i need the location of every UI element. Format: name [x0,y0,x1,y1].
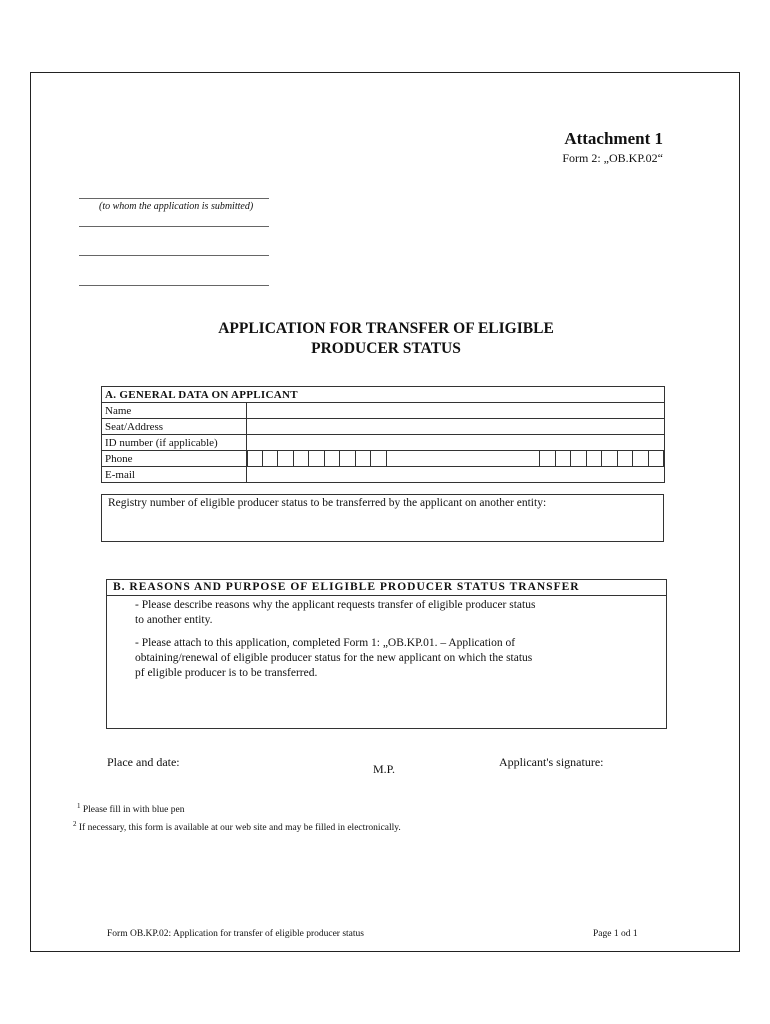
mp-label: M.P. [373,762,396,776]
title-line-1: APPLICATION FOR TRANSFER OF ELIGIBLE [218,320,554,337]
section-a-header: A. GENERAL DATA ON APPLICANT [102,387,665,403]
id-number-label: ID number (if applicable) [102,435,247,451]
section-b-instructions [107,596,666,681]
id-number-field[interactable] [247,435,665,451]
attachment-title: Attachment 1 [564,129,663,148]
address-field[interactable] [247,419,665,435]
applicant-signature-label: Applicant's signature: [499,755,604,769]
section-b-box[interactable] [106,579,667,729]
title-line-2: PRODUCER STATUS [311,340,461,357]
footnote-2: $^2$ If necessary, this form is available at our web site and may be filled in electronically. [73,820,401,834]
phone-label: Phone [102,451,247,467]
footnotes [73,799,401,835]
b-para2-line3: pf eligible producer is to be transferred. [135,667,318,679]
b-para1-line2: to another entity. [135,614,213,626]
registry-number-label: Registry number of eligible producer status to be transferred by the applicant on another entity: [108,497,547,509]
phone-field[interactable] [247,451,665,467]
page-number: Page 1 od 1 [593,929,638,939]
footnote-1: $^1$ Please fill in with blue pen [77,802,185,816]
general-data-table [101,386,665,483]
page-title [31,319,741,359]
recipient-line[interactable] [79,285,269,286]
recipient-line[interactable] [79,226,269,227]
address-label: Seat/Address [102,419,247,435]
section-b-header: B. REASONS AND PURPOSE OF ELIGIBLE PRODUCER STATUS TRANSFER [107,580,666,596]
place-date-label: Place and date: [107,755,180,769]
registry-number-box[interactable] [101,494,664,542]
email-field[interactable] [247,467,665,483]
phone-digit-boxes [247,451,664,466]
recipient-caption: (to whom the application is submitted) [99,201,254,212]
footer-form-name: Form OB.KP.02: Application for transfer of eligible producer status [107,929,364,939]
b-para2-line2: obtaining/renewal of eligible producer status for the new applicant on which the status [135,652,533,664]
b-para1-line1: - Please describe reasons why the applicant requests transfer of eligible producer status [135,599,536,611]
recipient-line[interactable] [79,198,269,199]
form-page [30,72,740,952]
name-label: Name [102,403,247,419]
name-field[interactable] [247,403,665,419]
form-code: Form 2: „OB.KP.02“ [562,151,663,165]
recipient-line[interactable] [79,255,269,256]
b-para2-line1: - Please attach to this application, completed Form 1: „OB.KP.01. – Application of [135,637,516,649]
email-label: E-mail [102,467,247,483]
